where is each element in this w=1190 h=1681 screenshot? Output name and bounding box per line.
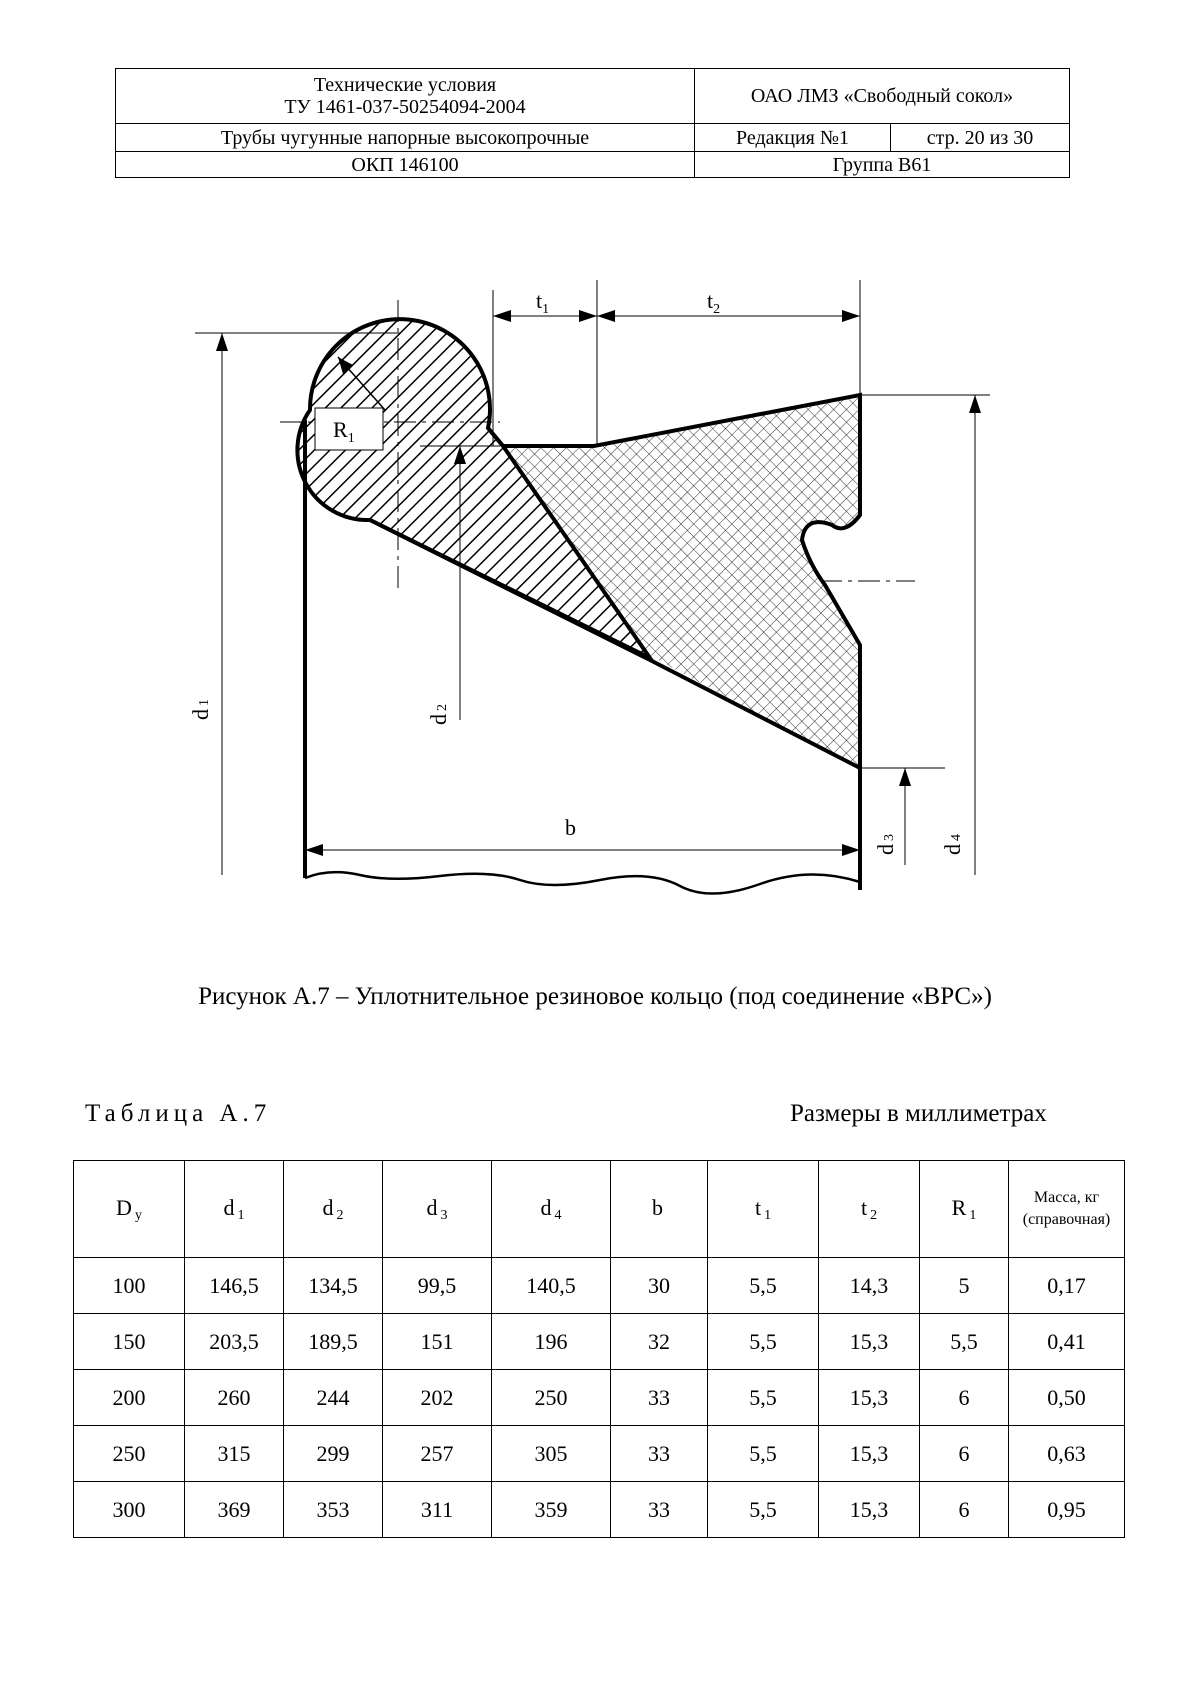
table-cell: 15,3 — [819, 1314, 920, 1370]
table-cell: 5,5 — [708, 1426, 819, 1482]
table-row — [74, 1426, 1125, 1482]
header-b: b — [611, 1161, 708, 1258]
table-cell: 33 — [611, 1482, 708, 1538]
table-cell: 250 — [492, 1370, 611, 1426]
table-cell: 6 — [920, 1426, 1009, 1482]
table-cell: 196 — [492, 1314, 611, 1370]
table-cell: 260 — [185, 1370, 284, 1426]
table-cell: 146,5 — [185, 1258, 284, 1314]
product-name: Трубы чугунные напорные высокопрочные — [116, 124, 695, 152]
table-cell: 33 — [611, 1426, 708, 1482]
table-cell: 15,3 — [819, 1482, 920, 1538]
table-cell: 250 — [74, 1426, 185, 1482]
table-row — [74, 1482, 1125, 1538]
d4-label: d4 — [940, 834, 965, 855]
spec-title-line2: ТУ 1461-037-50254094-2004 — [284, 96, 526, 118]
d1-label: d1 — [188, 699, 213, 720]
edition: Редакция №1 — [695, 124, 891, 152]
table-cell: 15,3 — [819, 1426, 920, 1482]
header-d1: d $_1$ — [185, 1161, 284, 1258]
table-cell: 100 — [74, 1258, 185, 1314]
table-cell: 151 — [383, 1314, 492, 1370]
table-cell: 0,17 — [1009, 1258, 1125, 1314]
t2-label: $t_2$ — [707, 288, 721, 317]
seal-ring-drawing — [0, 250, 1190, 910]
table-cell: 369 — [185, 1482, 284, 1538]
header-t2: t $_2$ — [819, 1161, 920, 1258]
d3-label: d3 — [873, 834, 898, 855]
table-cell: 257 — [383, 1426, 492, 1482]
dimensions-table — [73, 1160, 1125, 1538]
table-cell: 244 — [284, 1370, 383, 1426]
header-d2: d $_2$ — [284, 1161, 383, 1258]
table-cell: 5,5 — [708, 1370, 819, 1426]
table-cell: 99,5 — [383, 1258, 492, 1314]
header-d3: d $_3$ — [383, 1161, 492, 1258]
table-cell: 5,5 — [708, 1258, 819, 1314]
table-cell: 5,5 — [708, 1482, 819, 1538]
spec-title-cell — [116, 69, 695, 124]
table-cell: 202 — [383, 1370, 492, 1426]
table-cell: 33 — [611, 1370, 708, 1426]
table-cell: 353 — [284, 1482, 383, 1538]
d2-label: d2 — [426, 704, 451, 725]
table-cell: 299 — [284, 1426, 383, 1482]
header-dy: D $_у$ — [74, 1161, 185, 1258]
table-row — [74, 1314, 1125, 1370]
table-cell: 0,50 — [1009, 1370, 1125, 1426]
table-cell: 5,5 — [920, 1314, 1009, 1370]
r1-label: $R_1$ — [333, 417, 355, 446]
table-cell: 5 — [920, 1258, 1009, 1314]
units-label: Размеры в миллиметрах — [790, 1100, 1047, 1127]
table-cell: 203,5 — [185, 1314, 284, 1370]
group-code: Группа В61 — [695, 152, 1070, 178]
table-cell: 0,63 — [1009, 1426, 1125, 1482]
table-cell: 189,5 — [284, 1314, 383, 1370]
table-cell: 140,5 — [492, 1258, 611, 1314]
figure-caption: Рисунок А.7 – Уплотнительное резиновое кольцо (под соединение «ВРС») — [198, 983, 992, 1010]
table-cell: 305 — [492, 1426, 611, 1482]
table-cell: 0,95 — [1009, 1482, 1125, 1538]
b-label: b — [565, 815, 576, 840]
table-cell: 6 — [920, 1482, 1009, 1538]
table-row — [74, 1258, 1125, 1314]
table-cell: 14,3 — [819, 1258, 920, 1314]
spec-title-line1: Технические условия — [313, 74, 497, 96]
table-cell: 0,41 — [1009, 1314, 1125, 1370]
table-row — [74, 1370, 1125, 1426]
table-cell: 6 — [920, 1370, 1009, 1426]
header-t1: t $_1$ — [708, 1161, 819, 1258]
table-cell: 5,5 — [708, 1314, 819, 1370]
table-header-row — [74, 1161, 1125, 1258]
table-cell: 311 — [383, 1482, 492, 1538]
okp-code: ОКП 146100 — [116, 152, 695, 178]
table-cell: 150 — [74, 1314, 185, 1370]
table-cell: 30 — [611, 1258, 708, 1314]
break-line — [305, 872, 860, 893]
table-cell: 300 — [74, 1482, 185, 1538]
header-mass: Масса, кг (справочная) — [1009, 1161, 1125, 1258]
table-cell: 315 — [185, 1426, 284, 1482]
table-cell: 134,5 — [284, 1258, 383, 1314]
table-cell: 32 — [611, 1314, 708, 1370]
header-r1: R $_1$ — [920, 1161, 1009, 1258]
page-number: стр. 20 из 30 — [891, 124, 1070, 152]
header-d4: d $_4$ — [492, 1161, 611, 1258]
table-cell: 15,3 — [819, 1370, 920, 1426]
t1-label: $t_1$ — [536, 288, 550, 317]
table-label: Таблица А.7 — [85, 1100, 272, 1127]
table-cell: 200 — [74, 1370, 185, 1426]
company-name: ОАО ЛМЗ «Свободный сокол» — [695, 69, 1070, 124]
document-header — [115, 68, 1070, 178]
table-cell: 359 — [492, 1482, 611, 1538]
